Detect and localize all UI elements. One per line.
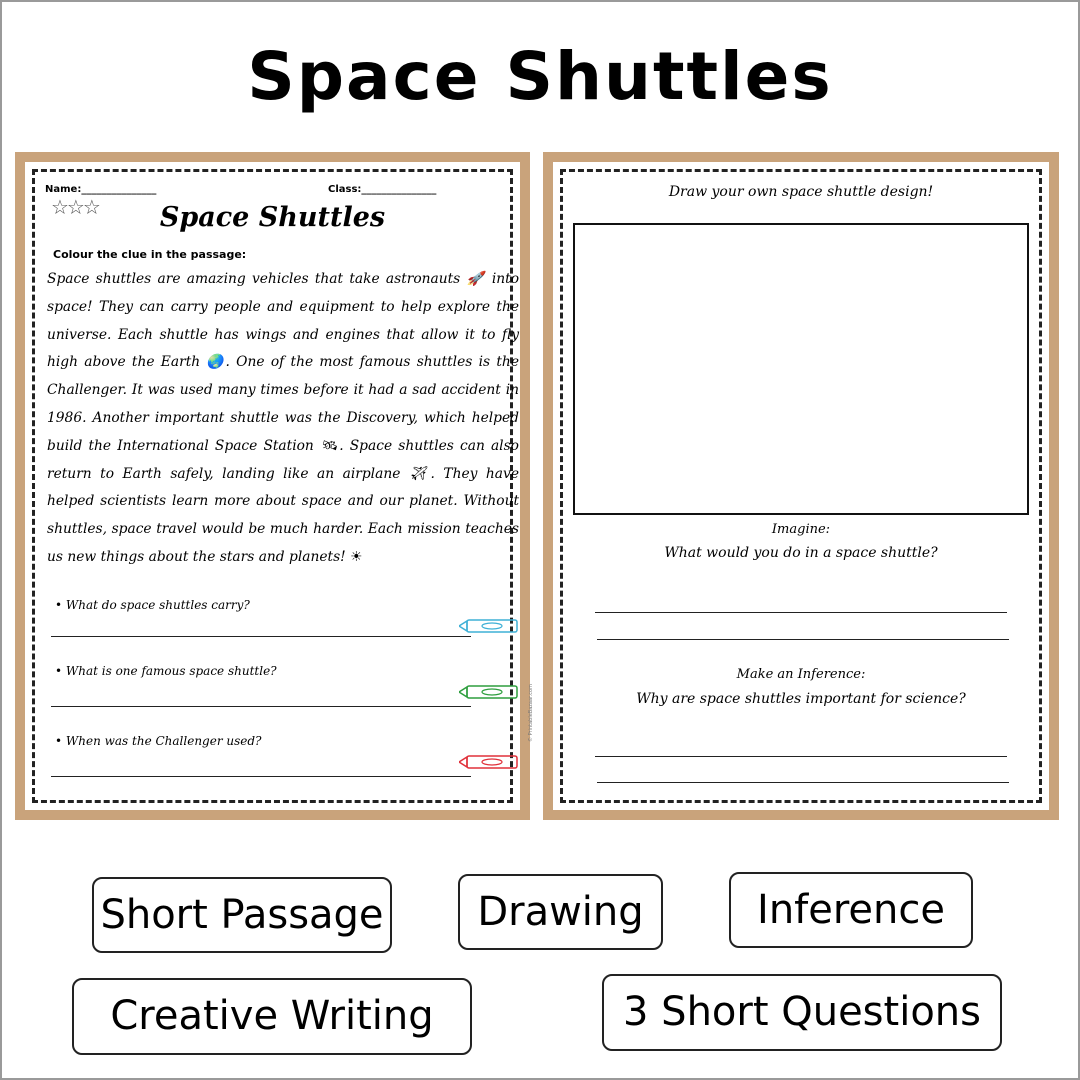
question-1-text: What do space shuttles carry? bbox=[65, 598, 250, 612]
question-3: • When was the Challenger used? bbox=[55, 734, 262, 748]
reading-passage: Space shuttles are amazing vehicles that take astronauts 🚀 into space! They can carry people and equipment to help explore the universe. Each shuttle has wings and engines that allow it to fly high above the Earth 🌏. One of the most famous shuttles is the Challenger. It was used many times before it had a sad accident in 1986. Another important shuttle was the Discovery, which helped build the International Space Station 🛰. Space shuttles can also return to Earth safely, landing like an airplane ✈. They have helped scientists learn more about space and our planet. Without shuttles, space travel would be much harder. Each mission teaches us new things about the stars and planets! ☀ bbox=[47, 271, 519, 565]
question-3-text: When was the Challenger used? bbox=[65, 734, 262, 748]
rating-stars-icon: ☆☆☆ bbox=[51, 195, 99, 219]
tag-3-short-questions: 3 Short Questions bbox=[602, 974, 1002, 1051]
tag-inference: Inference bbox=[729, 872, 973, 948]
tag-short-passage: Short Passage bbox=[92, 877, 392, 953]
credit-text: © PrintableBazaar.com bbox=[528, 684, 534, 742]
imagine-heading: Imagine: bbox=[771, 522, 831, 537]
worksheet-passage-preview bbox=[15, 152, 534, 820]
answer-line-imagine-2 bbox=[597, 639, 1009, 640]
question-2-text: What is one famous space shuttle? bbox=[65, 664, 277, 678]
class-field: Class:_______________ bbox=[328, 184, 437, 195]
answer-line-inference-1 bbox=[595, 756, 1007, 757]
question-1: • What do space shuttles carry? bbox=[55, 598, 250, 612]
answer-line-3 bbox=[51, 776, 471, 777]
answer-line-2 bbox=[51, 706, 471, 707]
question-2: • What is one famous space shuttle? bbox=[55, 664, 277, 678]
draw-prompt: Draw your own space shuttle design! bbox=[668, 184, 934, 200]
answer-line-1 bbox=[51, 636, 471, 637]
inference-heading: Make an Inference: bbox=[736, 667, 866, 682]
worksheet-drawing-preview bbox=[543, 152, 1059, 820]
inference-question: Why are space shuttles important for science? bbox=[636, 691, 966, 707]
worksheet-sheet bbox=[553, 162, 1049, 810]
drawing-box bbox=[573, 223, 1029, 515]
answer-line-imagine-1 bbox=[595, 612, 1007, 613]
worksheet-sheet bbox=[25, 162, 534, 810]
tag-drawing: Drawing bbox=[458, 874, 663, 950]
name-field: Name:_______________ bbox=[45, 184, 157, 195]
clue-instruction: Colour the clue in the passage: bbox=[53, 248, 247, 261]
worksheet-title: Space Shuttles bbox=[159, 202, 386, 233]
answer-line-inference-2 bbox=[597, 782, 1009, 783]
crayon-red-icon bbox=[459, 754, 519, 770]
page-title: Space Shuttles bbox=[247, 38, 833, 115]
crayon-blue-icon bbox=[459, 618, 519, 634]
tag-creative-writing: Creative Writing bbox=[72, 978, 472, 1055]
crayon-green-icon bbox=[459, 684, 519, 700]
imagine-question: What would you do in a space shuttle? bbox=[664, 545, 938, 561]
